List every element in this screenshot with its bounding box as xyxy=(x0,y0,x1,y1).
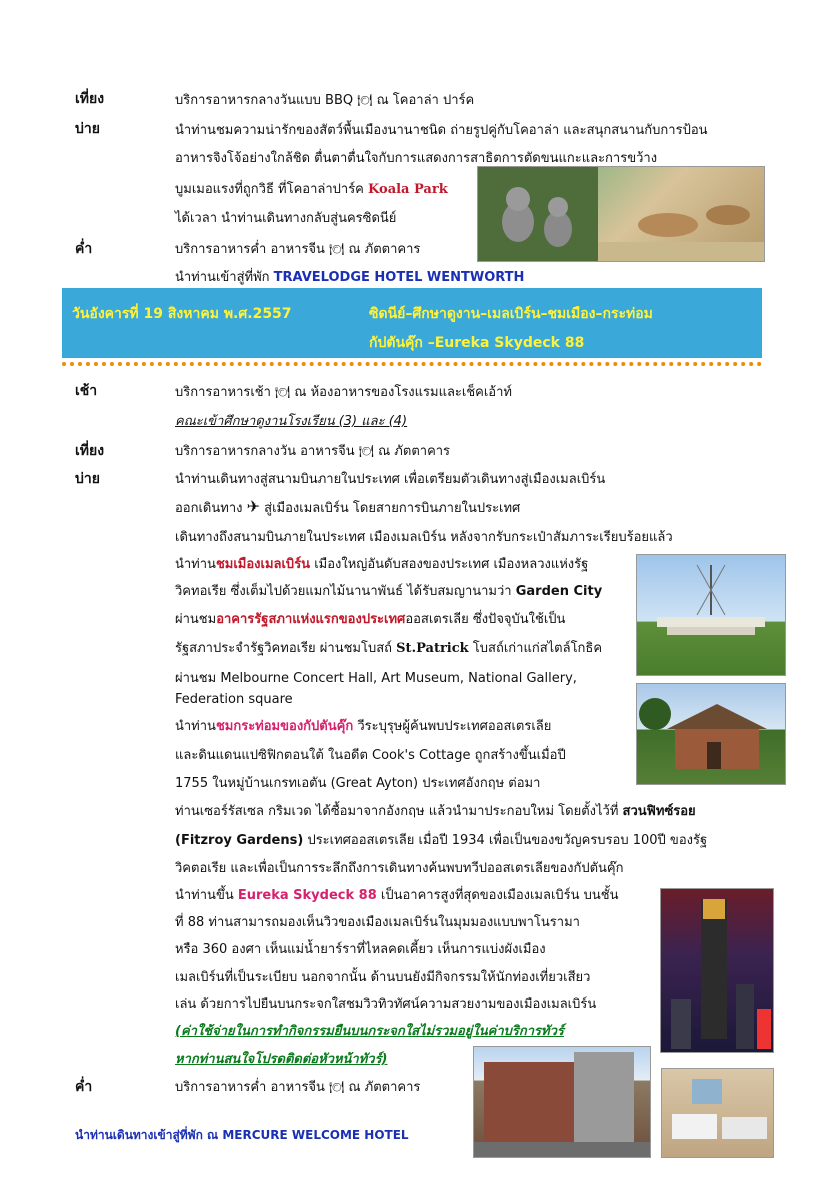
afternoon2-label: บ่าย xyxy=(75,471,100,487)
afternoon2-l19: เมลเบิร์นที่เป็นระเบียบ นอกจากนั้น ด้านบนยังมีกิจกรรมให้นักท่องเที่ยวเสียว xyxy=(175,970,591,985)
dinner2-label: ค่ำ xyxy=(75,1079,93,1095)
afternoon2-l4: นำท่านชมเมืองเมลเบิร์น เมืองใหญ่อันดับสองของประเทศ เมืองหลวงแห่งรัฐ xyxy=(175,557,589,572)
plate-icon: 🍽 xyxy=(357,93,373,107)
afternoon-line3: บูมเมอแรงที่ถูกวิธี ที่โคอาล่าปาร์ค Koala Park xyxy=(175,182,448,197)
afternoon2-l2: ออกเดินทาง ✈ สู่เมืองเมลเบิร์น โดยสายการบินภายในประเทศ xyxy=(175,497,521,516)
noon-label: เที่ยง xyxy=(75,91,105,107)
afternoon2-l15: วิคตอเรีย และเพื่อเป็นการระลึกถึงการเดินทางค้นพบทวีปออสเตรเลียของกัปตันคุ๊ก xyxy=(175,861,624,876)
dinner-label: ค่ำ xyxy=(75,241,93,257)
dotted-divider xyxy=(62,362,762,366)
mercure-hotel-room-photo xyxy=(661,1068,774,1158)
parliament-house-photo xyxy=(636,554,786,676)
noon-text: บริการอาหารกลางวันแบบ BBQ 🍽 ณ โคอาล่า ปาร์ค xyxy=(175,93,475,108)
afternoon2-l16: นำท่านขึ้น Eureka Skydeck 88 เป็นอาคารสูงที่สุดของเมืองเมลเบิร์น บนชั้น xyxy=(175,888,619,903)
afternoon2-l5: วิคทอเรีย ซึ่งเต็มไปด้วยแมกไม้นานาพันธ์ ได้รับสมญานามว่า Garden City xyxy=(175,584,603,599)
plate-icon: 🍽 xyxy=(358,444,374,458)
afternoon2-l20: เล่น ด้วยการไปยืนบนกระจกใสชมวิวทิวทัศน์ความสวยงามของเมืองเมลเบิร์น xyxy=(175,997,597,1012)
study-visit-note: คณะเข้าศึกษาดูงานโรงเรียน (3) และ (4) xyxy=(175,414,408,429)
noon2-text: บริการอาหารกลางวัน อาหารจีน 🍽 ณ ภัตตาคาร xyxy=(175,444,451,459)
afternoon2-l3: เดินทางถึงสนามบินภายในประเทศ เมืองเมลเบิร์น หลังจากรับกระเป๋าสัมภาระเรียบร้อยแล้ว xyxy=(175,530,673,545)
afternoon2-l10: นำท่านชมกระท่อมของกัปตันคุ๊ก วีระบุรุษผู้ค้นพบประเทศออสเตรเลีย xyxy=(175,719,552,734)
afternoon2-l12: 1755 ในหมู่บ้านเกรทเอตัน (Great Ayton) ประเทศอังกฤษ ต่อมา xyxy=(175,776,541,791)
plate-icon: 🍽 xyxy=(329,242,345,256)
dinner-text: บริการอาหารค่ำ อาหารจีน 🍽 ณ ภัตตาคาร xyxy=(175,242,421,257)
afternoon2-l8: ผ่านชม Melbourne Concert Hall, Art Museum, National Gallery, xyxy=(175,671,577,686)
parliament-illustration xyxy=(637,555,785,675)
airplane-icon: ✈ xyxy=(246,497,261,516)
afternoon2-l11: และดินแดนแปซิฟิกตอนใต้ ในอดีต Cook's Cottage ถูกสร้างขึ้นเมื่อปี xyxy=(175,748,566,763)
plate-icon: 🍽 xyxy=(329,1080,345,1094)
fee-note-2: หากท่านสนใจโปรดติดต่อหัวหน้าทัวร์) xyxy=(175,1052,388,1067)
cooks-cottage-photo xyxy=(636,683,786,785)
fee-note-1: (ค่าใช้จ่ายในการทำกิจกรรมยืนบนกระจกใสไม่รวมอยู่ในค่าบริการทัวร์ xyxy=(175,1024,564,1039)
afternoon-label: บ่าย xyxy=(75,121,100,137)
afternoon2-l1: นำท่านเดินทางสู่สนามบินภายในประเทศ เพื่อเตรียมตัวเดินทางสู่เมืองเมลเบิร์น xyxy=(175,472,606,487)
afternoon-line2: อาหารจิงโจ้อย่างใกล้ชิด ตื่นตาตื่นใจกับการแสดงการสาธิตการตัดขนแกะและการขว้าง xyxy=(175,151,658,166)
banner-route2: กัปตันคุ๊ก –Eureka Skydeck 88 xyxy=(369,335,585,351)
afternoon-line1: นำท่านชมความน่ารักของสัตว์พื้นเมืองนานาชนิด ถ่ายรูปคู่กับโคอาล่า และสนุกสนานกับการป้อน xyxy=(175,123,708,138)
afternoon2-l9: Federation square xyxy=(175,692,293,707)
afternoon2-l17: ที่ 88 ท่านสามารถมองเห็นวิวของเมืองเมลเบิร์นในมุมมองแบบพาโนรามา xyxy=(175,915,580,930)
mercure-hotel-exterior-photo xyxy=(473,1046,651,1158)
afternoon2-l13: ท่านเซอร์รัสเซล กริมเวด ได้ซื้อมาจากอังกฤษ แล้วนำมาประกอบใหม่ โดยตั้งไว้ที่ สวนฟิทซ์รอย xyxy=(175,804,696,819)
noon2-label: เที่ยง xyxy=(75,443,105,459)
dinner2-text: บริการอาหารค่ำ อาหารจีน 🍽 ณ ภัตตาคาร xyxy=(175,1080,421,1095)
banner-route1: ซิดนีย์–ศึกษาดูงาน–เมลเบิร์น–ชมเมือง–กระท่อม xyxy=(369,306,653,322)
morning-text: บริการอาหารเช้า 🍽 ณ ห้องอาหารของโรงแรมและเช็คเอ้าท์ xyxy=(175,385,512,400)
hotel1-line: นำท่านเข้าสู่ที่พัก TRAVELODGE HOTEL WENTWORTH xyxy=(175,270,525,285)
skyscraper-illustration xyxy=(661,889,773,1052)
afternoon2-l7: รัฐสภาประจำรัฐวิคทอเรีย ผ่านชมโบสถ์ St.Patrick โบสถ์เก่าแก่สไตล์โกธิค xyxy=(175,641,603,656)
koala-park-photo xyxy=(477,166,765,262)
plate-icon: 🍽 xyxy=(275,385,291,399)
hotel-exterior-illustration xyxy=(474,1047,650,1157)
day-banner xyxy=(62,288,762,358)
afternoon-line4: ได้เวลา นำท่านเดินทางกลับสู่นครซิดนีย์ xyxy=(175,211,397,226)
afternoon2-l14: (Fitzroy Gardens) ประเทศออสเตรเลีย เมื่อปี 1934 เพื่อเป็นของขวัญครบรอบ 100ปี ของรัฐ xyxy=(175,833,708,848)
cottage-illustration xyxy=(637,684,785,784)
koala-kangaroo-illustration xyxy=(478,167,764,261)
banner-day: วันอังคารที่ 19 สิงหาคม พ.ศ.2557 xyxy=(72,306,292,322)
morning-label: เช้า xyxy=(75,383,98,399)
afternoon2-l6: ผ่านชมอาคารรัฐสภาแห่งแรกของประเทศออสเตรเลีย ซึ่งปัจจุบันใช้เป็น xyxy=(175,612,566,627)
hotel-room-illustration xyxy=(662,1069,773,1157)
eureka-skydeck-photo xyxy=(660,888,774,1053)
hotel2-line: นำท่านเดินทางเข้าสู่ที่พัก ณ MERCURE WELCOME HOTEL xyxy=(75,1128,409,1142)
afternoon2-l18: หรือ 360 องศา เห็นแม่น้ำยาร์ราที่ไหลคดเคี้ยว เห็นการแบ่งผังเมือง xyxy=(175,942,546,957)
